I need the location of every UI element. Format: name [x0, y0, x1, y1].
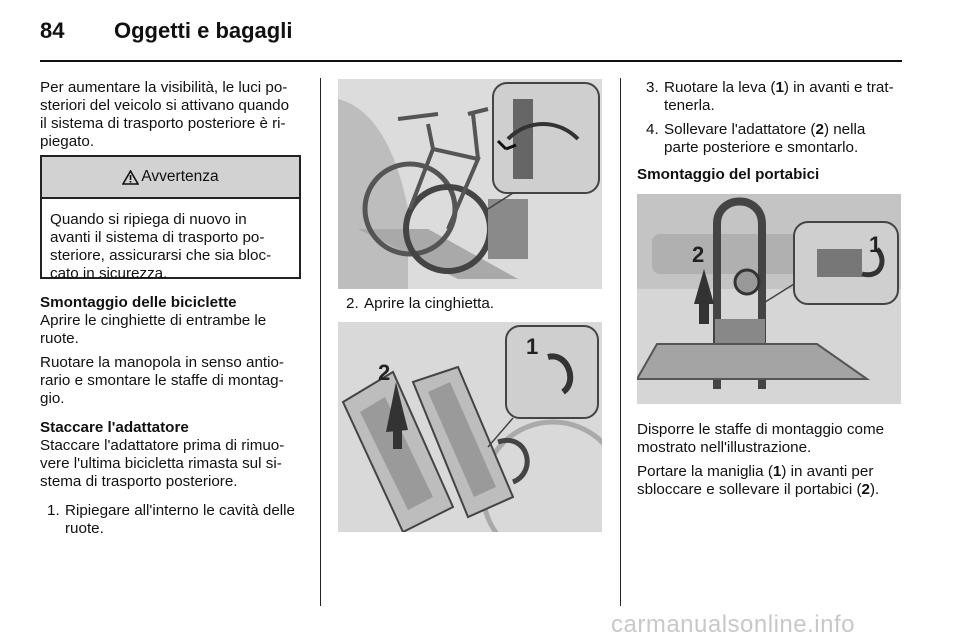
figure-label-2: 2 [378, 360, 391, 385]
warning-body: Quando si ripiega di nuovo in avanti il sistema di trasporto po- steriore, assicurarsi che sia bloc- cato in sicurezza. [50, 211, 272, 282]
figure-label-2: 2 [692, 242, 705, 267]
section-heading: Smontaggio delle biciclette [40, 294, 237, 311]
intro-paragraph: Per aumentare la visibilità, le luci po- steriori del veicolo si attivano quando il sistema di trasporto posteriore è ri- piegato. [40, 79, 290, 150]
warning-title: Avvertenza [141, 168, 219, 185]
step-2: 2. Aprire la cinghietta. [346, 295, 495, 312]
section-adapter: Staccare l'adattatore Staccare l'adattatore prima di rimuo- vere l'ultima bicicletta rimasta sul si- stema di trasporto posteriore. [40, 419, 315, 491]
page-number: 84 [40, 18, 65, 43]
column-divider-right [620, 78, 621, 606]
warning-box [40, 155, 301, 282]
step-3: 3. Ruotare la leva (1) in avanti e trat- tenerla. [646, 79, 894, 114]
watermark: carmanualsonline.info [611, 611, 855, 638]
section-remove-bikes: Smontaggio delle biciclette Aprire le cinghiette di entrambe le ruote. Ruotare la manopola in senso antio- rario e smontare le staffe di montag- gio. [40, 294, 315, 408]
figure-label-1: 1 [526, 334, 539, 359]
step-4: 4. Sollevare l'adattatore (2) nella parte posteriore e smontarlo. [646, 121, 866, 156]
step-1: 1. Ripiegare all'interno le cavità delle ruote. [47, 502, 296, 537]
paragraph-handle: Portare la maniglia (1) in avanti per sbloccare e sollevare il portabici (2). [637, 463, 880, 498]
warning-triangle-icon [122, 170, 139, 185]
warning-header [42, 157, 299, 199]
header-rule [40, 60, 902, 62]
figure-bike-carrier [338, 79, 602, 289]
figure-label-1: 1 [869, 232, 882, 257]
figure-carrier-handle [637, 194, 901, 404]
paragraph-arrange-brackets: Disporre le staffe di montaggio come mostrato nell'illustrazione. [637, 421, 885, 456]
figure-wheel-holders [338, 322, 602, 532]
page-title: Oggetti e bagagli [114, 18, 293, 43]
section-heading: Staccare l'adattatore [40, 419, 189, 436]
section-heading-remove-carrier: Smontaggio del portabici [637, 166, 820, 183]
